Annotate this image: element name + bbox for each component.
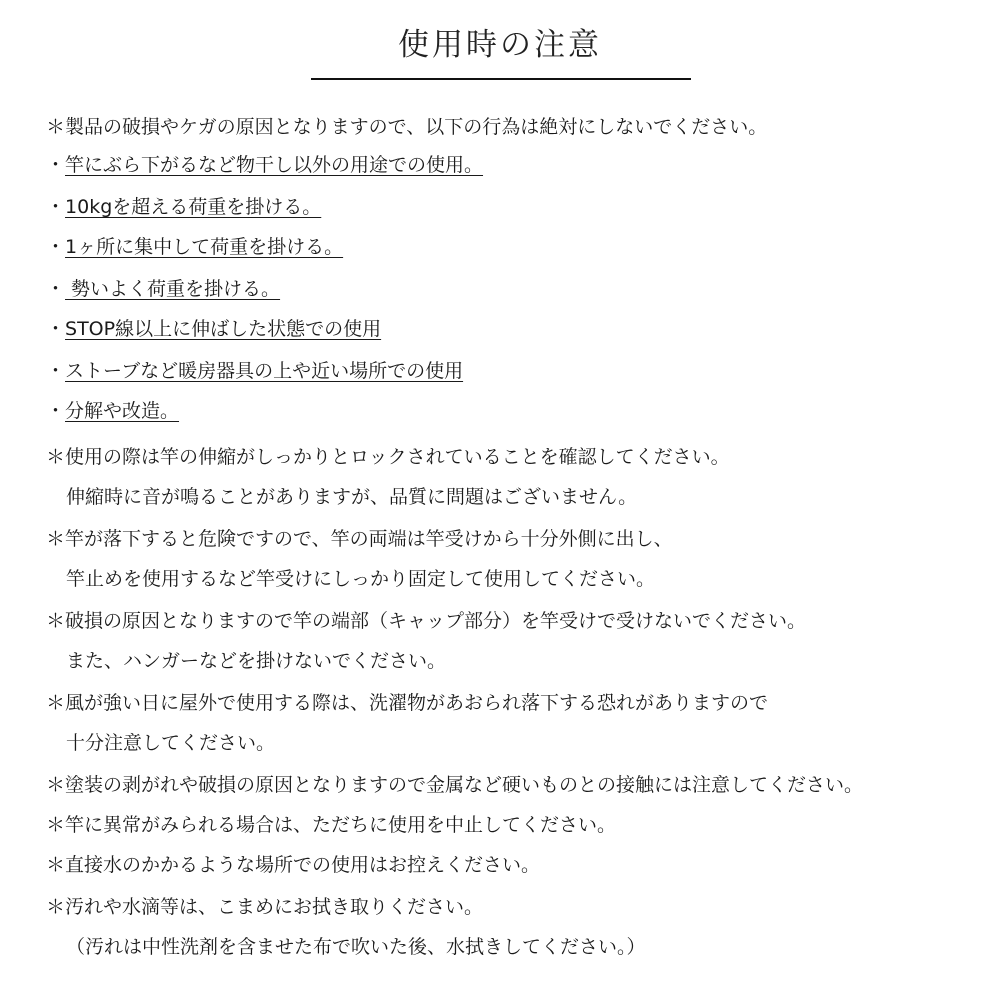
caution-continuation-line [66, 564, 655, 594]
sub-bullet-item [46, 150, 483, 180]
caution-text: 竿にぶら下がるなど物干し以外の用途での使用。 [65, 154, 484, 176]
sub-bullet-item [46, 232, 343, 262]
asterisk-marker: ＊ [46, 854, 66, 876]
caution-text: 竿止めを使用するなど竿受けにしっかり固定して使用してください。 [66, 568, 656, 590]
caution-item [46, 810, 616, 840]
sub-bullet-item [46, 192, 321, 222]
sub-bullet-item [46, 314, 381, 344]
caution-text: 分解や改造。 [65, 400, 180, 422]
caution-text: 十分注意してください。 [66, 732, 276, 754]
bullet-dot-marker: ・ [46, 318, 66, 340]
page-title: 使用時の注意 [398, 27, 602, 63]
caution-text: 勢いよく荷重を掛ける。 [65, 278, 281, 300]
asterisk-marker: ＊ [46, 116, 66, 138]
caution-text: 10kgを超える荷重を掛ける。 [65, 196, 322, 218]
bullet-dot-marker: ・ [46, 360, 66, 382]
bullet-dot-marker: ・ [46, 236, 66, 258]
caution-text: 汚れや水滴等は、こまめにお拭き取りください。 [65, 896, 484, 918]
bullet-dot-marker: ・ [46, 154, 66, 176]
asterisk-marker: ＊ [46, 610, 66, 632]
caution-text: 竿が落下すると危険ですので、竿の両端は竿受けから十分外側に出し、 [65, 528, 673, 550]
asterisk-marker: ＊ [46, 774, 66, 796]
caution-text: 風が強い日に屋外で使用する際は、洗濯物があおられ落下する恐れがありますので [65, 692, 769, 714]
caution-text: 竿に異常がみられる場合は、ただちに使用を中止してください。 [65, 814, 617, 836]
caution-item [46, 850, 540, 880]
caution-item [46, 770, 863, 800]
caution-item [46, 112, 767, 142]
caution-continuation-line [66, 646, 446, 676]
bullet-dot-marker: ・ [46, 278, 66, 300]
caution-text: STOP線以上に伸ばした状態での使用 [65, 318, 382, 340]
asterisk-marker: ＊ [46, 692, 66, 714]
sub-bullet-item [46, 396, 179, 426]
caution-continuation-line [66, 932, 646, 962]
caution-item [46, 606, 806, 636]
sub-bullet-item [46, 356, 463, 386]
asterisk-marker: ＊ [46, 528, 66, 550]
caution-continuation-line [66, 728, 275, 758]
caution-item [46, 892, 483, 922]
asterisk-marker: ＊ [46, 446, 66, 468]
caution-item [46, 524, 673, 554]
caution-text: （汚れは中性洗剤を含ませた布で吹いた後、水拭きしてください。） [66, 936, 646, 958]
caution-text: 1ヶ所に集中して荷重を掛ける。 [65, 236, 344, 258]
asterisk-marker: ＊ [46, 814, 66, 836]
caution-text: ストーブなど暖房器具の上や近い場所での使用 [65, 360, 464, 382]
caution-continuation-line [66, 482, 637, 512]
bullet-dot-marker: ・ [46, 196, 66, 218]
caution-text: 使用の際は竿の伸縮がしっかりとロックされていることを確認してください。 [65, 446, 730, 468]
sub-bullet-item [46, 274, 280, 304]
caution-text: 伸縮時に音が鳴ることがありますが、品質に問題はございません。 [66, 486, 638, 508]
bullet-dot-marker: ・ [46, 400, 66, 422]
caution-text: 塗装の剥がれや破損の原因となりますので金属など硬いものとの接触には注意してください。 [65, 774, 864, 796]
caution-text: 直接水のかかるような場所での使用はお控えください。 [65, 854, 541, 876]
caution-text: 製品の破損やケガの原因となりますので、以下の行為は絶対にしないでください。 [65, 116, 768, 138]
caution-text: 破損の原因となりますので竿の端部（キャップ部分）を竿受けで受けないでください。 [65, 610, 807, 632]
caution-text: また、ハンガーなどを掛けないでください。 [66, 650, 447, 672]
asterisk-marker: ＊ [46, 896, 66, 918]
title-underline-divider [311, 78, 691, 80]
caution-item [46, 442, 730, 472]
caution-item [46, 688, 768, 718]
